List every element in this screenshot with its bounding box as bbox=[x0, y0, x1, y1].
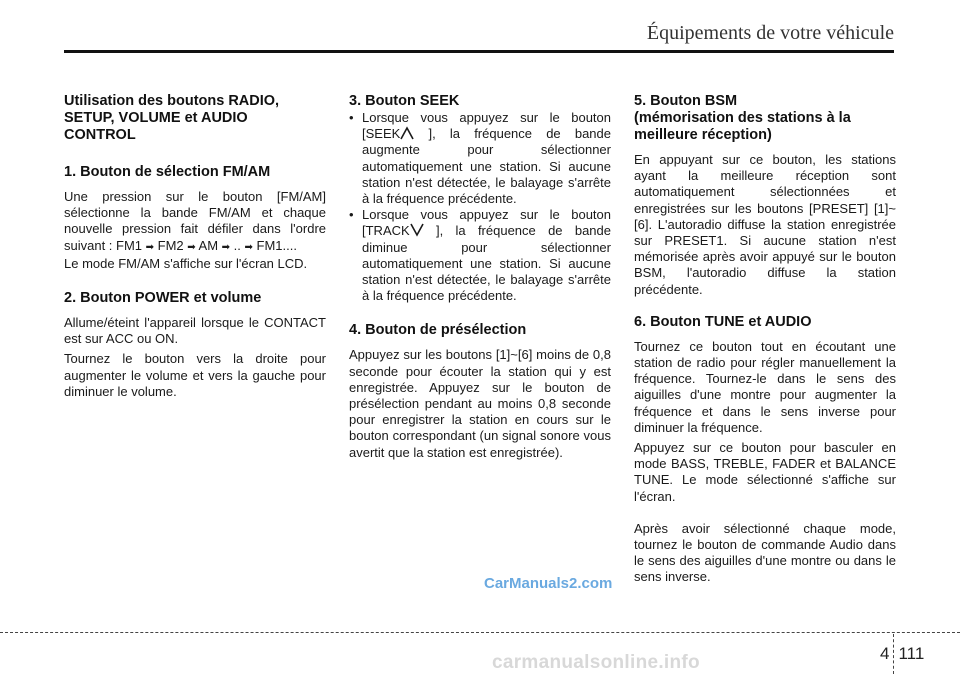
right-arrow-icon: ➡ bbox=[221, 241, 231, 253]
list-item bbox=[349, 110, 611, 207]
text-span: AM bbox=[195, 237, 222, 253]
bullet-dot: • bbox=[349, 110, 354, 125]
footer-rule bbox=[0, 632, 960, 633]
section-3-title: 3. Bouton SEEK bbox=[349, 93, 460, 109]
bullet-text bbox=[362, 207, 611, 304]
section-5-paragraph: En appuyant sur ce bouton, les stations ayant la meilleure réception sont automatiquement sélectionnées et enregistrées sur les boutons [PRESET] [1]~[6]. L'autoradio diffuse la station enregistrée sur PRESET1. Si aucune station n'est mémorisée après avoir appuyé sur le bouton BSM, l'autoradio diffuse la station précédente. bbox=[634, 152, 896, 297]
section-2-title: 2. Bouton POWER et volume bbox=[64, 290, 262, 307]
header-rule bbox=[64, 50, 894, 53]
right-arrow-icon: ➡ bbox=[187, 241, 196, 253]
watermark-link[interactable]: CarManuals2.com bbox=[484, 575, 613, 592]
section-1-paragraph bbox=[64, 189, 326, 256]
section-2-paragraph: Allume/éteint l'appareil lorsque le CONTACT est sur ACC ou ON. bbox=[64, 315, 326, 347]
column-1 bbox=[64, 93, 326, 400]
section-5-title-line: meilleure réception) bbox=[634, 127, 772, 143]
section-1-paragraph-2: Le mode FM/AM s'affiche sur l'écran LCD. bbox=[64, 255, 308, 271]
right-arrow-icon: ➡ bbox=[145, 241, 155, 253]
section-4-paragraph: Appuyez sur les boutons [1]~[6] moins de 0,8 seconde pour écouter la station qui y est enregistrée. Appuyez sur le bouton de présélection pendant au moins 0,8 seconde pour enregistrer la station en cours sur le bouton correspondant (un signal sonore vous avertit que la station est enregistrée). bbox=[349, 347, 611, 460]
section-6-title: 6. Bouton TUNE et AUDIO bbox=[634, 313, 812, 330]
section-2-paragraph-2: Tournez le bouton vers la droite pour augmenter le volume et vers la gauche pour diminuer le volume. bbox=[64, 351, 326, 399]
header-title: Équipements de votre véhicule bbox=[646, 22, 894, 44]
brand-watermark: carmanualsonline.info bbox=[492, 652, 700, 673]
text-span: ], la fréquence de bande diminue pour sélectionner automatiquement une station. Si aucune station n'est détectée, le balayage s'arrête à la fréquence précédente. bbox=[362, 223, 611, 304]
text-span: .. bbox=[230, 237, 245, 253]
section-5-title-line: (mémorisation des stations à la bbox=[634, 110, 851, 126]
section-6-paragraph: Tournez ce bouton tout en écoutant une station de radio pour régler manuellement la fréquence. Tournez-le dans le sens des aiguilles d'une montre pour augmenter la fréquence et dans le sens inverse pour diminuer la fréquence. bbox=[634, 338, 896, 435]
main-title bbox=[64, 93, 326, 144]
section-1-title: 1. Bouton de sélection FM/AM bbox=[64, 164, 271, 180]
text-span: Lorsque vous appuyez sur le bouton [TRACK bbox=[362, 207, 611, 239]
text-span: Lorsque vous appuyez sur le bouton [SEEK bbox=[362, 110, 611, 142]
section-5-title bbox=[634, 93, 896, 144]
section-6-paragraph-2: Appuyez sur ce bouton pour basculer en mode BASS, TREBLE, FADER et BALANCE TUNE. Le mode sélectionné s'affiche sur l'écran. bbox=[634, 440, 896, 504]
text-span: ], la fréquence de bande augmente pour sélectionner automatiquement une station. Si aucune station n'est détectée, le balayage s'arrête à la fréquence précédente. bbox=[362, 126, 611, 207]
text-span: FM1.... bbox=[252, 237, 297, 253]
page-number bbox=[880, 634, 924, 674]
bullet-text bbox=[362, 110, 611, 207]
main-title-line: SETUP, VOLUME et AUDIO bbox=[64, 110, 248, 126]
page-separator bbox=[893, 634, 894, 674]
chapter-number: 4 bbox=[880, 644, 890, 663]
column-2 bbox=[349, 93, 611, 461]
main-title-line: Utilisation des boutons RADIO, bbox=[64, 93, 280, 109]
section-6-paragraph-3: Après avoir sélectionné chaque mode, tournez le bouton de commande Audio dans le sens des aiguilles d'une montre ou dans le sens inverse. bbox=[634, 520, 896, 585]
column-3 bbox=[634, 93, 896, 586]
section-5-title-line: 5. Bouton BSM bbox=[634, 93, 738, 109]
chevron-up-icon bbox=[400, 126, 414, 140]
right-arrow-icon: ➡ bbox=[244, 241, 253, 253]
section-4-title: 4. Bouton de présélection bbox=[349, 322, 527, 339]
text-span: FM2 bbox=[154, 237, 188, 253]
chevron-down-icon bbox=[410, 223, 424, 237]
main-title-line: CONTROL bbox=[64, 127, 136, 143]
list-item bbox=[349, 207, 611, 304]
text-span: Une pression sur le bouton [FM/AM] sélectionne la bande FM/AM et chaque nouvelle pression fait défiler dans l'ordre suivant : FM1 bbox=[64, 189, 326, 253]
bullet-dot: • bbox=[349, 207, 354, 223]
page-number-value: 111 bbox=[898, 644, 925, 663]
